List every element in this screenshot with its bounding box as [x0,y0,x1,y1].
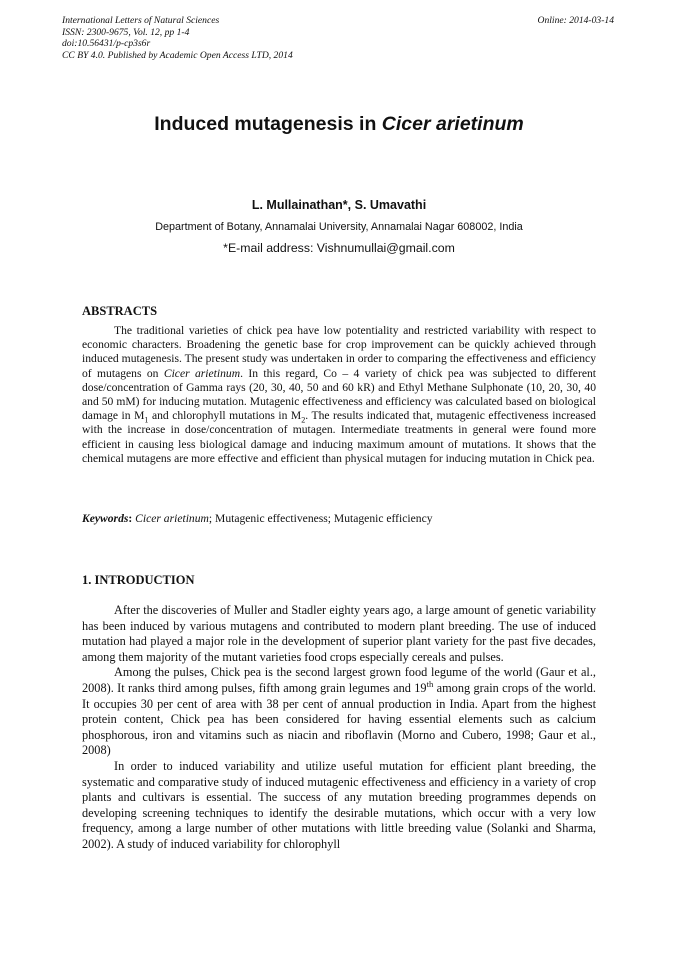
intro-text: among grain crops of the world. It occupies 30 per cent of area with 38 per cent of annual production in India. Apart from the highest protein content, Chick pea has been considered for having essential elements such as calcium phosphorous, iron and vitamins such as niacin and riboflavin (Morno and Cubero, 1998; Gaur et al., 2008) [82,680,596,758]
intro-superscript: th [426,678,434,689]
title-prefix: Induced mutagenesis in [154,113,382,135]
intro-paragraph-1: After the discoveries of Muller and Stadler eighty years ago, a large amount of genetic variability has been induced by various mutagens and contributed to modern plant breeding. The use of induced mutation had played a major role in the development of superior plant variety for the past five decades, among them majority of the mutant varieties food crops especially cereals and pulses. [82,603,596,664]
intro-text: Among the pulses, Chick pea is the second largest grown food legume of the world (Gaur et al., 2008). It ranks third among pulses, fifth among grain legumes and 19 [82,665,596,695]
abstract-subscript: 2 [301,415,306,425]
keywords-line [82,512,433,525]
abstract-subscript: 1 [144,415,149,425]
keywords-rest: ; Mutagenic effectiveness; Mutagenic efficiency [208,512,433,525]
intro-paragraph-2 [82,665,596,759]
email-address: *E-mail address: Vishnumullai@gmail.com [223,241,455,255]
introduction-body [82,603,596,853]
abstract-body [82,324,596,466]
introduction-heading: 1. INTRODUCTION [82,573,195,587]
affiliation: Department of Botany, Annamalai University, Annamalai Nagar 608002, India [155,221,523,233]
license-line: CC BY 4.0. Published by Academic Open Access LTD, 2014 [62,49,293,61]
keywords-colon: : [128,512,136,525]
issn-line: ISSN: 2300-9675, Vol. 12, pp 1-4 [62,26,190,38]
abstract-text: and chlorophyll mutations in M [148,409,302,423]
abstract-species: Cicer arietinum [163,366,241,380]
journal-name: International Letters of Natural Sciences [62,15,220,26]
intro-paragraph-3: In order to induced variability and utilize useful mutation for efficient plant breeding, the systematic and comparative study of induced mutagenic effectiveness and efficiency in a variety of crop plants and cultivars is essential. The success of any mutation breeding programmes depends on developing screening techniques to identify the desirable mutations, which occur with a very low frequency, among a large number of other mutations with little breeding value (Solanki and Sharma, 2002). A study of induced variability for chlorophyll [82,758,596,851]
abstract-text: The traditional varieties of chick pea have low potentiality and restricted variability with respect to economic characters. Broadening the genetic base for crop improvement can be quickly achieved through induced mutagenesis. The present study was undertaken in order to comparing the effectiveness and efficiency of mutagens on [82,324,596,380]
authors: L. Mullainathan*, S. Umavathi [251,198,427,212]
paper-title [0,113,678,136]
title-species: Cicer arietinum [381,113,524,135]
keyword-species: Cicer arietinum [135,512,209,525]
online-date: Online: 2014-03-14 [537,15,614,26]
journal-header [62,15,293,61]
abstract-text: . The results indicated that, mutagenic effectiveness increased with the increase in dose/concentration of mutagen. Intermediate treatments in general were found more efficient in causing less biological damage and inducing maximum amount of mutations. It shows that the chemical mutagens are more effective and efficient than physical mutagen for inducing mutation in Chick pea. [82,409,596,465]
abstract-paragraph [82,324,596,466]
keywords-label: Keywords [82,512,129,525]
abstract-heading: ABSTRACTS [82,304,158,318]
abstract-text: . In this regard, Co – 4 variety of chick pea was subjected to different dose/concentration of Gamma rays (20, 30, 40, 50 and 60 kR) and Ethyl Methane Sulphonate (10, 20, 30, 40 and 50 mM) for inducing mutation. Mutagenic effectiveness and efficiency was calculated based on biological damage in M [82,366,596,423]
doi-line: doi:10.56431/p-cp3s6r [62,38,151,50]
